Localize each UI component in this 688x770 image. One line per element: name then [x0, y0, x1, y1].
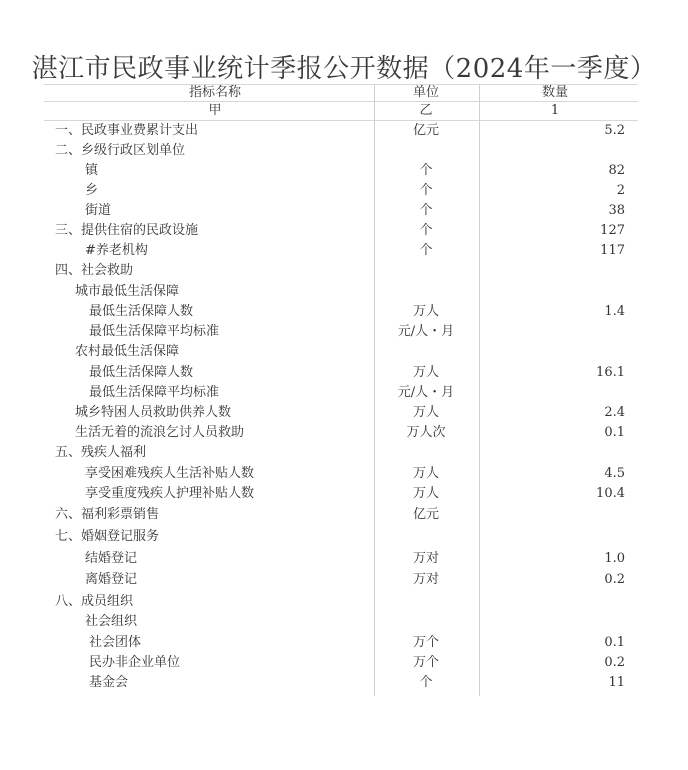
row-unit: 元/人・月	[397, 324, 455, 339]
row-indicator-name: 最低生活保障人数	[89, 304, 194, 319]
row-quantity: 2	[616, 183, 625, 198]
header-qty: 数量	[541, 85, 568, 100]
row-unit: 亿元	[412, 507, 439, 522]
header-name-code: 甲	[208, 103, 222, 118]
row-unit: 个	[419, 243, 433, 258]
row-unit: 万个	[412, 655, 439, 670]
row-indicator-name: 社会组织	[85, 614, 138, 629]
row-indicator-name: 享受困难残疾人生活补贴人数	[85, 466, 255, 481]
row-quantity: 1.4	[604, 304, 625, 319]
row-quantity: 82	[608, 163, 625, 178]
row-indicator-name: 享受重度残疾人护理补贴人数	[85, 486, 255, 501]
row-quantity: 5.2	[604, 123, 625, 138]
row-indicator-name: 社会团体	[89, 635, 142, 650]
row-indicator-name: 乡	[85, 183, 99, 198]
row-unit: 个	[419, 223, 433, 238]
row-indicator-name: 城乡特困人员救助供养人数	[75, 405, 232, 420]
header-name: 指标名称	[188, 85, 241, 100]
row-indicator-name: 农村最低生活保障	[75, 344, 180, 359]
row-indicator-name: 四、社会救助	[55, 263, 134, 278]
header-qty-code: 1	[550, 103, 560, 118]
row-indicator-name: 街道	[85, 203, 112, 218]
row-indicator-name: 二、乡级行政区划单位	[55, 143, 186, 158]
row-indicator-name: 最低生活保障平均标准	[89, 324, 220, 339]
row-indicator-name: 最低生活保障平均标准	[89, 385, 220, 400]
row-quantity: 16.1	[596, 365, 625, 380]
row-unit: 万对	[412, 551, 439, 566]
row-quantity: 0.1	[604, 635, 625, 650]
row-indicator-name: 镇	[85, 163, 99, 178]
page-title: 湛江市民政事业统计季报公开数据（2024年一季度）	[31, 54, 657, 84]
row-unit: 万人	[412, 405, 439, 420]
row-indicator-name: 七、婚姻登记服务	[55, 529, 160, 544]
row-indicator-name: 城市最低生活保障	[75, 284, 180, 299]
row-unit: 个	[419, 183, 433, 198]
row-unit: 万人	[412, 365, 439, 380]
row-indicator-name: 五、残疾人福利	[55, 445, 147, 460]
row-quantity: 4.5	[604, 466, 625, 481]
row-unit: 万人	[412, 486, 439, 501]
row-unit: 万对	[412, 572, 439, 587]
row-unit: 万人次	[406, 425, 446, 440]
row-indicator-name: 三、提供住宿的民政设施	[55, 223, 199, 238]
row-quantity: 127	[600, 223, 625, 238]
row-indicator-name: 民办非企业单位	[89, 655, 181, 670]
row-unit: 个	[419, 675, 433, 690]
row-unit: 亿元	[412, 123, 439, 138]
row-quantity: 117	[600, 243, 625, 258]
row-indicator-name: 八、成员组织	[55, 594, 134, 609]
row-indicator-name: #养老机构	[85, 243, 148, 258]
header-unit: 单位	[412, 85, 439, 100]
row-unit: 个	[419, 163, 433, 178]
row-quantity: 0.2	[604, 655, 625, 670]
row-unit: 万个	[412, 635, 439, 650]
row-unit: 万人	[412, 466, 439, 481]
qty-column-divider	[479, 84, 480, 696]
row-unit: 万人	[412, 304, 439, 319]
row-quantity: 1.0	[604, 551, 625, 566]
row-indicator-name: 生活无着的流浪乞讨人员救助	[75, 425, 245, 440]
header-unit-code: 乙	[419, 103, 433, 118]
row-quantity: 0.2	[604, 572, 625, 587]
row-quantity: 2.4	[604, 405, 625, 420]
row-indicator-name: 一、民政事业费累计支出	[55, 123, 199, 138]
row-quantity: 0.1	[604, 425, 625, 440]
row-indicator-name: 离婚登记	[85, 572, 138, 587]
row-indicator-name: 最低生活保障人数	[89, 365, 194, 380]
row-indicator-name: 结婚登记	[85, 551, 138, 566]
row-quantity: 38	[608, 203, 625, 218]
row-quantity: 10.4	[596, 486, 625, 501]
row-indicator-name: 六、福利彩票销售	[55, 507, 160, 522]
row-indicator-name: 基金会	[89, 675, 129, 690]
row-unit: 元/人・月	[397, 385, 455, 400]
row-quantity: 11	[608, 675, 625, 690]
header-bottom-rule	[44, 120, 638, 121]
row-unit: 个	[419, 203, 433, 218]
